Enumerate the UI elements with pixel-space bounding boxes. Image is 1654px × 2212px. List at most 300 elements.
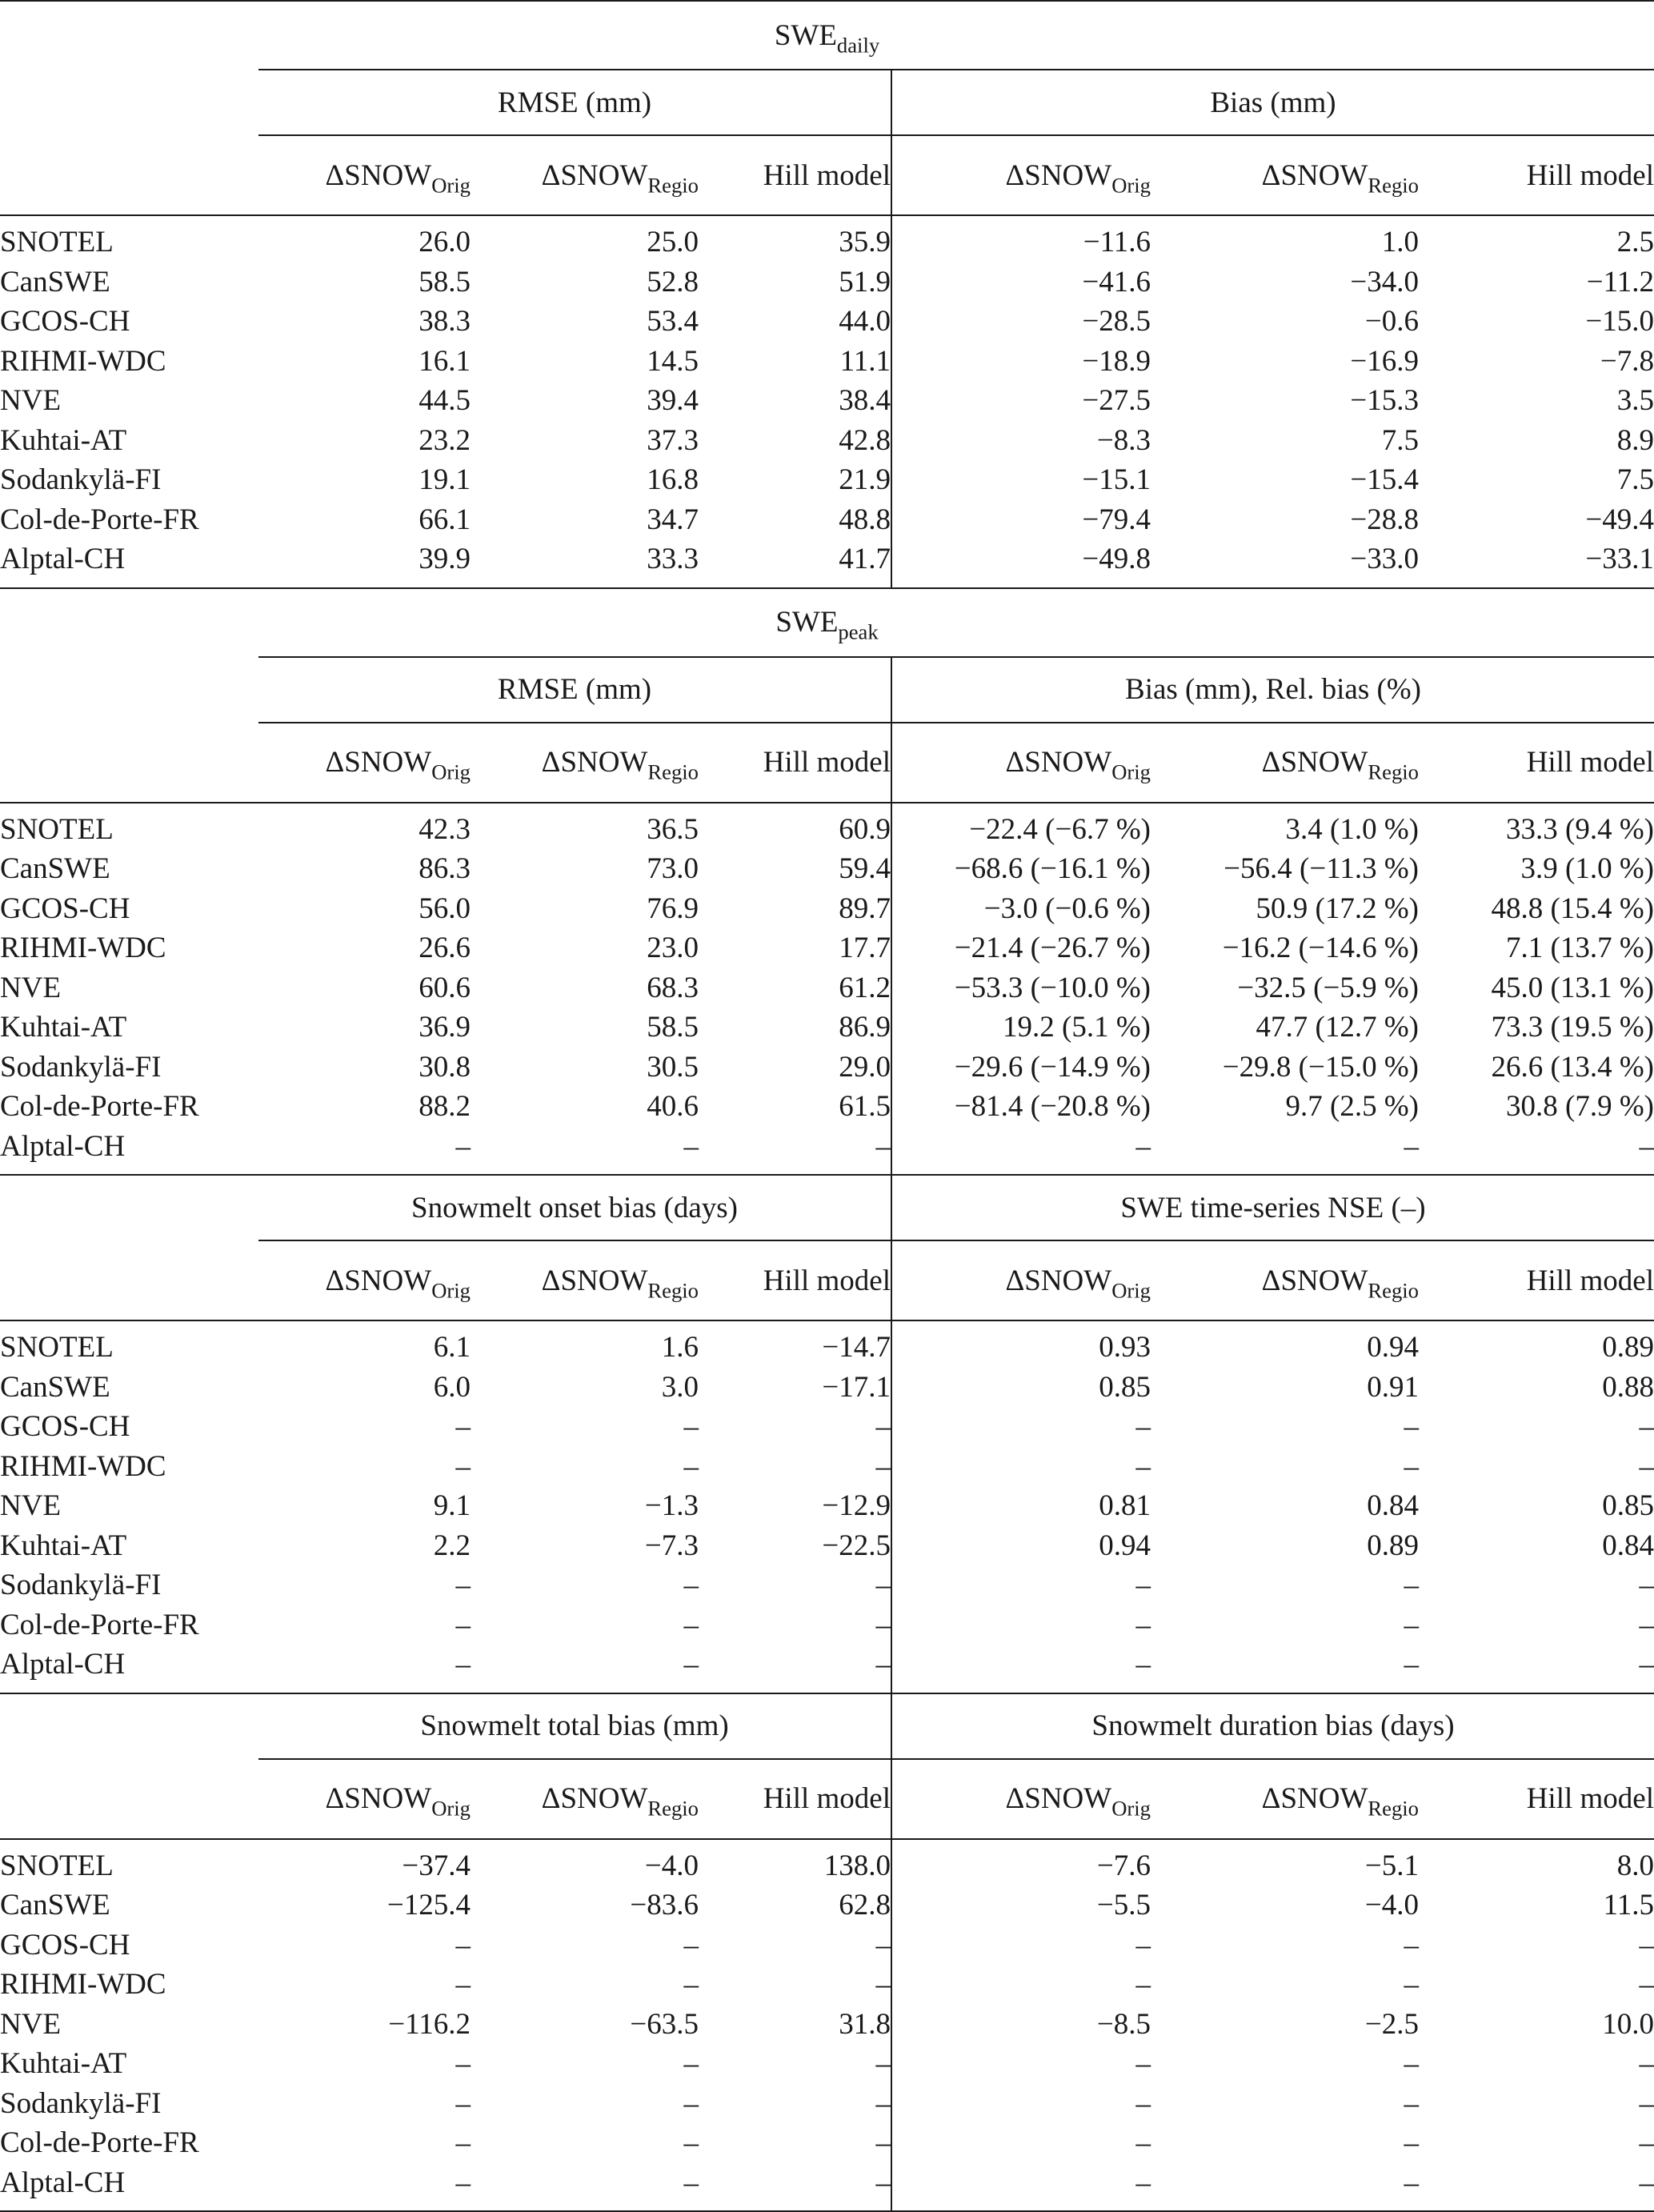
table-row bbox=[0, 1486, 1654, 1526]
section-title-row bbox=[0, 1, 1654, 70]
group-header-blank bbox=[0, 657, 258, 723]
table-cell: −11.2 bbox=[1586, 265, 1654, 299]
group-header-row bbox=[0, 70, 1654, 135]
table-row bbox=[0, 1526, 1654, 1566]
group-header-right: Bias (mm) bbox=[891, 70, 1654, 135]
table-row bbox=[0, 1320, 1654, 1368]
table-cell: −8.3 bbox=[1096, 423, 1151, 457]
table-cell: 89.7 bbox=[699, 889, 891, 929]
table-cell: 60.6 bbox=[419, 971, 471, 1004]
table-cell: – bbox=[1135, 1569, 1151, 1602]
group-header-right: Bias (mm), Rel. bias (%) bbox=[891, 657, 1654, 723]
table-cell: −83.6 bbox=[630, 1889, 699, 1922]
table-cell: – bbox=[891, 2163, 1151, 2212]
table-cell: 58.5 bbox=[419, 265, 471, 299]
table-cell: −22.5 bbox=[699, 1526, 891, 1566]
table-cell: 1.0 bbox=[1151, 215, 1419, 262]
table-cell: 3.9 (1.0 %) bbox=[1520, 852, 1654, 886]
table-cell: – bbox=[455, 1648, 471, 1681]
model-label-base: Hill model bbox=[1526, 1264, 1654, 1297]
section-title-text bbox=[0, 605, 1654, 644]
model-label-subscript: Regio bbox=[647, 1277, 699, 1302]
table-row bbox=[0, 968, 1654, 1008]
model-label-base: ΔSNOW bbox=[1005, 1264, 1112, 1297]
table-cell: −15.0 bbox=[1585, 305, 1654, 339]
site-name: SNOTEL bbox=[0, 803, 258, 850]
table-cell: 68.3 bbox=[647, 971, 699, 1004]
table-cell: 29.0 bbox=[699, 1048, 891, 1088]
table-row bbox=[0, 302, 1654, 342]
model-label-base: ΔSNOW bbox=[541, 1782, 648, 1815]
table-cell: – bbox=[1135, 2047, 1151, 2081]
model-label-subscript: Regio bbox=[647, 1796, 699, 1821]
table-cell: – bbox=[699, 1605, 891, 1645]
table-cell: −7.8 bbox=[1600, 344, 1654, 378]
model-label-base: Hill model bbox=[763, 1264, 891, 1297]
model-label-subscript: Regio bbox=[1368, 1277, 1419, 1302]
group-header-left: RMSE (mm) bbox=[258, 657, 891, 723]
table-cell: – bbox=[258, 2163, 471, 2212]
table-cell: 73.3 (19.5 %) bbox=[1491, 1011, 1654, 1044]
table-cell: – bbox=[699, 1447, 891, 1487]
table-cell: 16.8 bbox=[647, 463, 699, 497]
table-cell: −116.2 bbox=[388, 2007, 471, 2041]
group-header-right: Snowmelt duration bias (days) bbox=[891, 1693, 1654, 1759]
table-cell: – bbox=[1639, 1449, 1654, 1483]
table-cell: −41.6 bbox=[1082, 265, 1151, 299]
group-header-row bbox=[0, 1175, 1654, 1240]
model-label-base: Hill model bbox=[1526, 746, 1654, 779]
model-label-base: ΔSNOW bbox=[325, 1264, 432, 1297]
table-cell: −33.0 bbox=[1350, 543, 1419, 576]
model-label-base: Hill model bbox=[1526, 158, 1654, 192]
table-row bbox=[0, 1447, 1654, 1487]
site-name: NVE bbox=[0, 1489, 62, 1523]
group-header-row bbox=[0, 657, 1654, 723]
table-cell: 0.84 bbox=[1602, 1529, 1654, 1562]
table-cell: −53.3 (−10.0 %) bbox=[954, 971, 1151, 1004]
site-name: Col-de-Porte-FR bbox=[0, 1608, 199, 1641]
table-cell: – bbox=[1639, 2047, 1654, 2081]
table-cell: 1.6 bbox=[471, 1320, 699, 1368]
table-cell: −7.3 bbox=[644, 1529, 699, 1562]
model-label-base: Hill model bbox=[763, 158, 891, 192]
table-row bbox=[0, 1368, 1654, 1408]
table-row bbox=[0, 1087, 1654, 1127]
table-cell: – bbox=[699, 1565, 891, 1605]
table-row bbox=[0, 2163, 1654, 2212]
model-label-base: Hill model bbox=[763, 1782, 891, 1815]
table-cell: 2.2 bbox=[433, 1529, 471, 1562]
table-row bbox=[0, 803, 1654, 850]
table-cell: 60.9 bbox=[699, 803, 891, 850]
table-cell: −5.5 bbox=[1096, 1889, 1151, 1922]
table-cell: – bbox=[683, 2086, 699, 2120]
model-label-base: ΔSNOW bbox=[1005, 158, 1112, 192]
table-cell: – bbox=[1135, 1129, 1151, 1163]
site-name: NVE bbox=[0, 384, 62, 418]
site-name: Col-de-Porte-FR bbox=[0, 1090, 199, 1124]
site-name: Kuhtai-AT bbox=[0, 1011, 127, 1044]
group-header-right: SWE time-series NSE (–) bbox=[891, 1175, 1654, 1240]
table-cell: 3.4 (1.0 %) bbox=[1151, 803, 1419, 850]
table-cell: 42.8 bbox=[699, 421, 891, 461]
model-label-subscript: Orig bbox=[1111, 1796, 1151, 1821]
table-cell: 59.4 bbox=[699, 849, 891, 889]
table-cell: 41.7 bbox=[699, 539, 891, 588]
table-cell: 19.2 (5.1 %) bbox=[1003, 1011, 1151, 1044]
group-header-row bbox=[0, 1693, 1654, 1759]
model-label-base: ΔSNOW bbox=[1261, 746, 1368, 779]
table-cell: 40.6 bbox=[647, 1090, 699, 1124]
section-title-subscript: daily bbox=[836, 32, 880, 57]
model-label-base: Hill model bbox=[1526, 1782, 1654, 1815]
table-cell: 51.9 bbox=[699, 262, 891, 303]
table-cell: 44.5 bbox=[419, 384, 471, 418]
table-row bbox=[0, 1048, 1654, 1088]
table-cell: 38.3 bbox=[419, 305, 471, 339]
table-row bbox=[0, 342, 1654, 382]
table-cell: – bbox=[1135, 1608, 1151, 1641]
table-cell: 7.5 bbox=[1616, 463, 1654, 497]
model-header-left bbox=[258, 1759, 471, 1839]
table-cell: 66.1 bbox=[419, 503, 471, 536]
table-cell: 8.9 bbox=[1616, 423, 1654, 457]
table-cell: – bbox=[1639, 1569, 1654, 1602]
model-label-subscript: Regio bbox=[1368, 172, 1419, 197]
table-cell: −16.2 (−14.6 %) bbox=[1222, 932, 1419, 965]
table-cell: – bbox=[699, 1407, 891, 1447]
site-name: CanSWE bbox=[0, 852, 110, 886]
table-cell: −34.0 bbox=[1350, 265, 1419, 299]
site-name: Kuhtai-AT bbox=[0, 423, 127, 457]
table-cell: – bbox=[1404, 2086, 1419, 2120]
table-cell: 0.89 bbox=[1367, 1529, 1419, 1562]
model-header-left bbox=[471, 135, 699, 215]
table-cell: −1.3 bbox=[644, 1489, 699, 1523]
table-cell: – bbox=[683, 1928, 699, 1962]
table-cell: −5.1 bbox=[1151, 1839, 1419, 1886]
table-row bbox=[0, 928, 1654, 968]
table-cell: – bbox=[455, 1449, 471, 1483]
model-label-base: ΔSNOW bbox=[1261, 158, 1368, 192]
table-cell: – bbox=[1135, 2086, 1151, 2120]
table-cell: −4.0 bbox=[1364, 1889, 1419, 1922]
table-cell: 26.6 bbox=[419, 932, 471, 965]
table-cell: 33.3 bbox=[647, 543, 699, 576]
table-cell: 14.5 bbox=[647, 344, 699, 378]
model-label-subscript: Orig bbox=[1111, 1277, 1151, 1302]
table-cell: – bbox=[699, 1127, 891, 1176]
table-cell: – bbox=[1639, 1608, 1654, 1641]
table-cell: 30.8 (7.9 %) bbox=[1506, 1090, 1654, 1124]
table-cell: −28.5 bbox=[1082, 305, 1151, 339]
model-header-blank bbox=[0, 1240, 258, 1320]
table-cell: 9.7 (2.5 %) bbox=[1285, 1090, 1419, 1124]
site-name: SNOTEL bbox=[0, 1839, 258, 1886]
table-row bbox=[0, 460, 1654, 500]
table-cell: – bbox=[683, 1410, 699, 1444]
model-label-subscript: Orig bbox=[431, 1796, 471, 1821]
site-name: CanSWE bbox=[0, 265, 110, 299]
table-cell: 10.0 bbox=[1602, 2007, 1654, 2041]
table-cell: – bbox=[1639, 1129, 1654, 1163]
table-row bbox=[0, 1407, 1654, 1447]
table-row bbox=[0, 849, 1654, 889]
site-name: RIHMI-WDC bbox=[0, 344, 166, 378]
table-cell: 138.0 bbox=[699, 1839, 891, 1886]
model-header-left bbox=[699, 723, 891, 803]
table-cell: 50.9 (17.2 %) bbox=[1256, 892, 1419, 925]
model-header-right bbox=[891, 1759, 1151, 1839]
table-cell: – bbox=[1404, 1968, 1419, 2002]
section-title-base: SWE bbox=[774, 18, 837, 52]
table-cell: 88.2 bbox=[419, 1090, 471, 1124]
table-cell: −15.3 bbox=[1350, 384, 1419, 418]
model-label-base: ΔSNOW bbox=[1261, 1782, 1368, 1815]
table-cell: – bbox=[699, 1925, 891, 1966]
site-name: Col-de-Porte-FR bbox=[0, 503, 199, 536]
table-cell: – bbox=[683, 2047, 699, 2081]
table-cell: – bbox=[1639, 1928, 1654, 1962]
table-cell: – bbox=[1135, 1410, 1151, 1444]
table-cell: 47.7 (12.7 %) bbox=[1256, 1011, 1419, 1044]
site-name: NVE bbox=[0, 2007, 62, 2041]
table-cell: 53.4 bbox=[647, 305, 699, 339]
site-name: CanSWE bbox=[0, 1370, 110, 1404]
table-cell: – bbox=[455, 2126, 471, 2160]
table-cell: – bbox=[455, 1569, 471, 1602]
table-cell: 21.9 bbox=[699, 460, 891, 500]
table-cell: 0.93 bbox=[891, 1320, 1151, 1368]
table-cell: – bbox=[1135, 1928, 1151, 1962]
table-cell: 25.0 bbox=[471, 215, 699, 262]
site-name: Sodankylä-FI bbox=[0, 1050, 162, 1084]
table-cell: 2.5 bbox=[1419, 215, 1654, 262]
site-name: Kuhtai-AT bbox=[0, 2047, 127, 2081]
site-name: Alptal-CH bbox=[0, 1129, 126, 1163]
table-cell: 48.8 bbox=[699, 500, 891, 540]
table-row bbox=[0, 1925, 1654, 1966]
table-cell: 76.9 bbox=[647, 892, 699, 925]
model-header-right bbox=[1419, 723, 1654, 803]
table-cell: 8.0 bbox=[1419, 1839, 1654, 1886]
group-header-left: Snowmelt total bias (mm) bbox=[258, 1693, 891, 1759]
table-cell: −14.7 bbox=[699, 1320, 891, 1368]
section-title bbox=[0, 1, 1654, 70]
site-name: GCOS-CH bbox=[0, 1410, 130, 1444]
table-cell: −79.4 bbox=[1082, 503, 1151, 536]
table-cell: −28.8 bbox=[1350, 503, 1419, 536]
group-header-left: Snowmelt onset bias (days) bbox=[258, 1175, 891, 1240]
table-cell: – bbox=[455, 1608, 471, 1641]
model-header-right bbox=[891, 135, 1151, 215]
table-cell: 37.3 bbox=[647, 423, 699, 457]
table-cell: 0.85 bbox=[1099, 1370, 1151, 1404]
table-cell: – bbox=[1135, 1648, 1151, 1681]
table-cell: – bbox=[1404, 1928, 1419, 1962]
model-header-left bbox=[258, 135, 471, 215]
model-label-subscript: Orig bbox=[1111, 172, 1151, 197]
table-cell: – bbox=[683, 1129, 699, 1163]
model-header-left bbox=[258, 723, 471, 803]
table-cell: −8.5 bbox=[1096, 2007, 1151, 2041]
table-row bbox=[0, 215, 1654, 262]
table-cell: −22.4 (−6.7 %) bbox=[891, 803, 1151, 850]
table-cell: −0.6 bbox=[1364, 305, 1419, 339]
model-label-subscript: Regio bbox=[1368, 1796, 1419, 1821]
table-row bbox=[0, 889, 1654, 929]
table-cell: 23.2 bbox=[419, 423, 471, 457]
model-header-left bbox=[699, 1240, 891, 1320]
table-cell: −68.6 (−16.1 %) bbox=[954, 852, 1151, 886]
model-label-base: ΔSNOW bbox=[541, 158, 648, 192]
table-cell: 0.94 bbox=[1151, 1320, 1419, 1368]
table-cell: – bbox=[683, 1648, 699, 1681]
table-row bbox=[0, 1839, 1654, 1886]
model-label-base: ΔSNOW bbox=[1005, 746, 1112, 779]
model-label-base: ΔSNOW bbox=[325, 1782, 432, 1815]
model-header-left bbox=[471, 1240, 699, 1320]
table-cell: – bbox=[1151, 2163, 1419, 2212]
table-cell: 0.94 bbox=[1099, 1529, 1151, 1562]
table-cell: – bbox=[683, 1449, 699, 1483]
site-name: Sodankylä-FI bbox=[0, 1569, 162, 1602]
table-cell: 6.0 bbox=[433, 1370, 471, 1404]
table-cell: 9.1 bbox=[433, 1489, 471, 1523]
site-name: GCOS-CH bbox=[0, 892, 130, 925]
table-row bbox=[0, 2084, 1654, 2124]
table-row bbox=[0, 2005, 1654, 2045]
model-label-base: ΔSNOW bbox=[1261, 1264, 1368, 1297]
table-cell: −49.8 bbox=[1082, 543, 1151, 576]
table-cell: 30.5 bbox=[647, 1050, 699, 1084]
table-cell: 34.7 bbox=[647, 503, 699, 536]
group-header-left: RMSE (mm) bbox=[258, 70, 891, 135]
site-name: RIHMI-WDC bbox=[0, 932, 166, 965]
model-header-right bbox=[891, 723, 1151, 803]
table-row bbox=[0, 381, 1654, 421]
table-cell: – bbox=[1639, 2086, 1654, 2120]
table-cell: – bbox=[1404, 1569, 1419, 1602]
model-header-right bbox=[1151, 1759, 1419, 1839]
model-header-right bbox=[1419, 1240, 1654, 1320]
table-cell: −7.6 bbox=[891, 1839, 1151, 1886]
table-cell: 0.84 bbox=[1367, 1489, 1419, 1523]
table-cell: −56.4 (−11.3 %) bbox=[1223, 852, 1419, 886]
table-cell: −16.9 bbox=[1350, 344, 1419, 378]
table-cell: – bbox=[1404, 1648, 1419, 1681]
table-cell: −81.4 (−20.8 %) bbox=[954, 1090, 1151, 1124]
section-title-subscript: peak bbox=[838, 619, 879, 644]
table-cell: 26.0 bbox=[258, 215, 471, 262]
table-cell: 38.4 bbox=[699, 381, 891, 421]
table-cell: – bbox=[683, 2126, 699, 2160]
site-name: SNOTEL bbox=[0, 1320, 258, 1368]
site-name: Alptal-CH bbox=[0, 543, 126, 576]
table-cell: – bbox=[699, 2163, 891, 2212]
section-title-base: SWE bbox=[775, 606, 839, 639]
table-cell: 35.9 bbox=[699, 215, 891, 262]
model-label-base: Hill model bbox=[763, 746, 891, 779]
table-row bbox=[0, 539, 1654, 588]
table-cell: −15.4 bbox=[1350, 463, 1419, 497]
table-cell: 36.5 bbox=[471, 803, 699, 850]
site-name: NVE bbox=[0, 971, 62, 1004]
table-cell: – bbox=[1639, 1648, 1654, 1681]
site-name: RIHMI-WDC bbox=[0, 1449, 166, 1483]
table-cell: 0.91 bbox=[1367, 1370, 1419, 1404]
site-name: Sodankylä-FI bbox=[0, 463, 162, 497]
model-header-right bbox=[1151, 723, 1419, 803]
table-cell: 16.1 bbox=[419, 344, 471, 378]
model-label-base: ΔSNOW bbox=[541, 1264, 648, 1297]
model-header-blank bbox=[0, 723, 258, 803]
table-cell: – bbox=[471, 2163, 699, 2212]
model-label-base: ΔSNOW bbox=[325, 746, 432, 779]
table-row bbox=[0, 1885, 1654, 1925]
table-cell: −2.5 bbox=[1364, 2007, 1419, 2041]
model-label-subscript: Orig bbox=[1111, 759, 1151, 784]
model-header-left bbox=[699, 1759, 891, 1839]
table-cell: 7.5 bbox=[1381, 423, 1419, 457]
table-cell: 39.4 bbox=[647, 384, 699, 418]
table-row bbox=[0, 1565, 1654, 1605]
table-cell: – bbox=[683, 1569, 699, 1602]
model-label-subscript: Regio bbox=[647, 172, 699, 197]
table-cell: – bbox=[1404, 1410, 1419, 1444]
model-label-subscript: Orig bbox=[431, 759, 471, 784]
table-cell: 31.8 bbox=[699, 2005, 891, 2045]
table-cell: – bbox=[1135, 1968, 1151, 2002]
table-cell: – bbox=[455, 1928, 471, 1962]
table-cell: 42.3 bbox=[258, 803, 471, 850]
model-header-row bbox=[0, 1759, 1654, 1839]
site-name: Sodankylä-FI bbox=[0, 2086, 162, 2120]
table-cell: 0.85 bbox=[1602, 1489, 1654, 1523]
table-cell: 30.8 bbox=[419, 1050, 471, 1084]
table-cell: 23.0 bbox=[647, 932, 699, 965]
table-cell: – bbox=[1404, 1449, 1419, 1483]
model-header-left bbox=[471, 723, 699, 803]
model-header-blank bbox=[0, 135, 258, 215]
site-name: Kuhtai-AT bbox=[0, 1529, 127, 1562]
section-title-row bbox=[0, 588, 1654, 657]
table-cell: 58.5 bbox=[647, 1011, 699, 1044]
model-header-left bbox=[699, 135, 891, 215]
table-row bbox=[0, 1965, 1654, 2005]
table-row bbox=[0, 421, 1654, 461]
site-name: SNOTEL bbox=[0, 215, 258, 262]
group-header-blank bbox=[0, 1175, 258, 1240]
table-cell: – bbox=[1639, 2126, 1654, 2160]
table-cell: 0.89 bbox=[1419, 1320, 1654, 1368]
site-name: Col-de-Porte-FR bbox=[0, 2126, 199, 2160]
table-cell: −11.6 bbox=[891, 215, 1151, 262]
model-label-subscript: Regio bbox=[1368, 759, 1419, 784]
table-cell: – bbox=[699, 1965, 891, 2005]
table-cell: −63.5 bbox=[630, 2007, 699, 2041]
model-label-subscript: Regio bbox=[647, 759, 699, 784]
table-cell: 19.1 bbox=[419, 463, 471, 497]
table-row bbox=[0, 262, 1654, 303]
table-cell: −15.1 bbox=[1082, 463, 1151, 497]
model-label-subscript: Orig bbox=[431, 1277, 471, 1302]
table-cell: – bbox=[683, 1608, 699, 1641]
table-cell: 11.5 bbox=[1603, 1889, 1654, 1922]
table-cell: 26.6 (13.4 %) bbox=[1491, 1050, 1654, 1084]
table-cell: −29.6 (−14.9 %) bbox=[954, 1050, 1151, 1084]
